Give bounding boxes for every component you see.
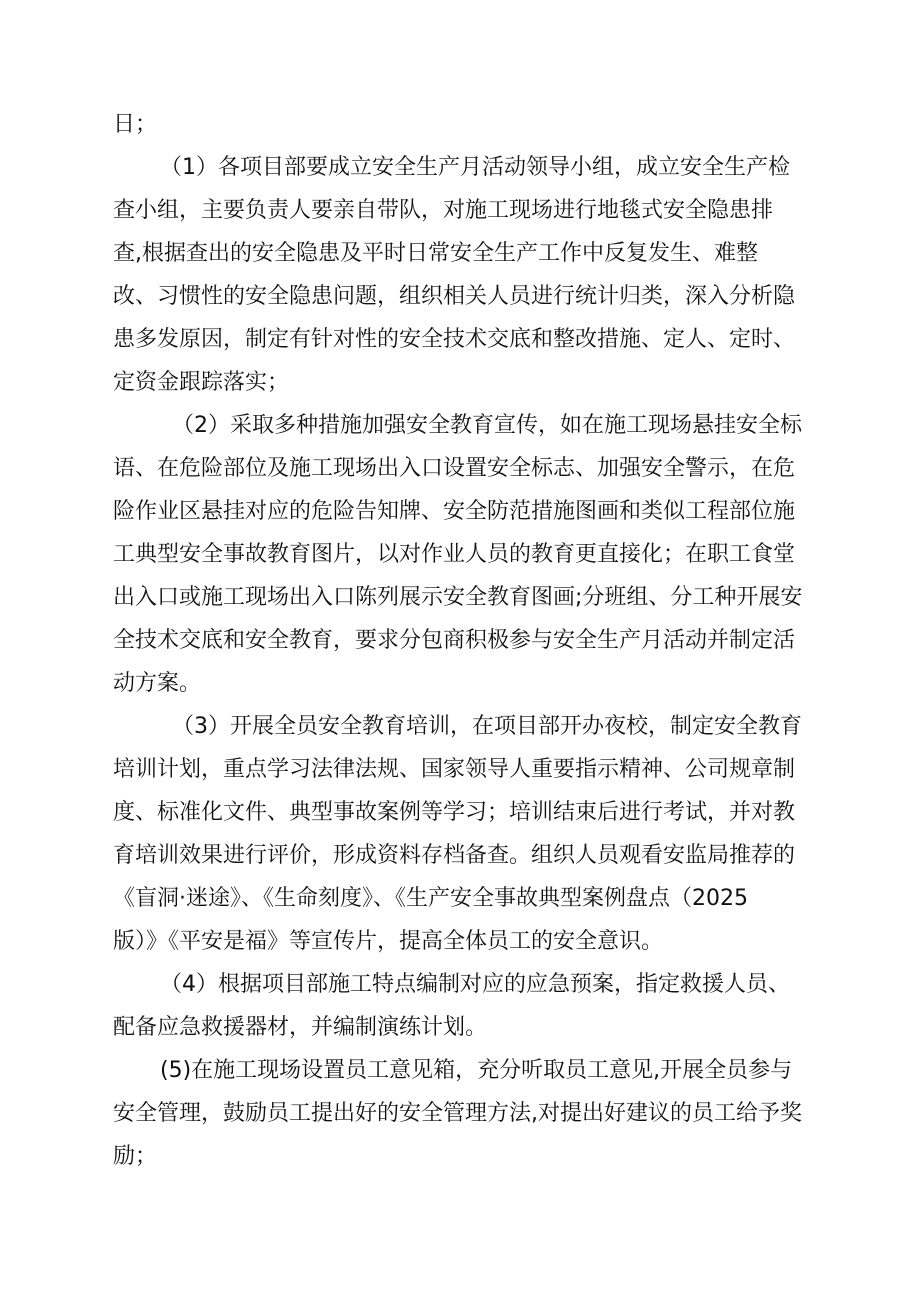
text-line: 改、习惯性的安全隐患问题，组织相关人员进行统计归类，深入分析隐 bbox=[113, 284, 796, 309]
text-line: 配备应急救援器材，并编制演练计划。 bbox=[113, 1015, 488, 1040]
text-line: 励； bbox=[113, 1144, 158, 1169]
text-line: 查小组，主要负责人要亲自带队，对施工现场进行地毯式安全隐患排 bbox=[113, 198, 774, 223]
text-line: 全技术交底和安全教育，要求分包商积极参与安全生产月活动并制定活 bbox=[113, 628, 796, 653]
text-line: 版）》《平安是福》等宣传片，提高全体员工的安全意识。 bbox=[113, 929, 664, 954]
text-line: 度、标准化文件、典型事故案例等学习；培训结束后进行考试，并对教 bbox=[113, 800, 796, 825]
text-line: 险作业区悬挂对应的危险告知牌、安全防范措施图画和类似工程部位施 bbox=[113, 499, 796, 524]
text-line: 培训计划，重点学习法律法规、国家领导人重要指示精神、公司规章制 bbox=[113, 757, 796, 782]
text-line: 语、在危险部位及施工现场出入口设置安全标志、加强安全警示，在危 bbox=[113, 456, 796, 481]
text-line: (5)在施工现场设置员工意见箱，充分听取员工意见,开展全员参与 bbox=[160, 1058, 793, 1083]
text-line: 出入口或施工现场出入口陈列展示安全教育图画;分班组、分工种开展安 bbox=[113, 585, 803, 610]
text-line: 育培训效果进行评价，形成资料存档备查。组织人员观看安监局推荐的 bbox=[113, 843, 796, 868]
text-line: 动方案。 bbox=[113, 671, 202, 696]
text-line: （1）各项目部要成立安全生产月活动领导小组，成立安全生产检 bbox=[160, 155, 790, 180]
text-line: 《盲洞·迷途》、《生命刻度》、《生产安全事故典型案例盘点（2025 bbox=[113, 886, 748, 911]
text-line: 安全管理，鼓励员工提出好的安全管理方法,对提出好建议的员工给予奖 bbox=[113, 1101, 802, 1126]
text-line: （3）开展全员安全教育培训，在项目部开办夜校，制定安全教育 bbox=[172, 714, 802, 739]
text-line: 工典型安全事故教育图片，以对作业人员的教育更直接化；在职工食堂 bbox=[113, 542, 796, 567]
text-line: （4）根据项目部施工特点编制对应的应急预案，指定救援人员、 bbox=[160, 972, 790, 997]
text-line: 定资金跟踪落实； bbox=[113, 370, 290, 395]
text-line: 患多发原因，制定有针对性的安全技术交底和整改措施、定人、定时、 bbox=[113, 327, 796, 352]
text-line: （2）采取多种措施加强安全教育宣传，如在施工现场悬挂安全标 bbox=[172, 413, 802, 438]
text-line: 日； bbox=[113, 112, 158, 137]
text-line: 查,根据查出的安全隐患及平时日常安全生产工作中反复发生、难整 bbox=[113, 241, 758, 266]
